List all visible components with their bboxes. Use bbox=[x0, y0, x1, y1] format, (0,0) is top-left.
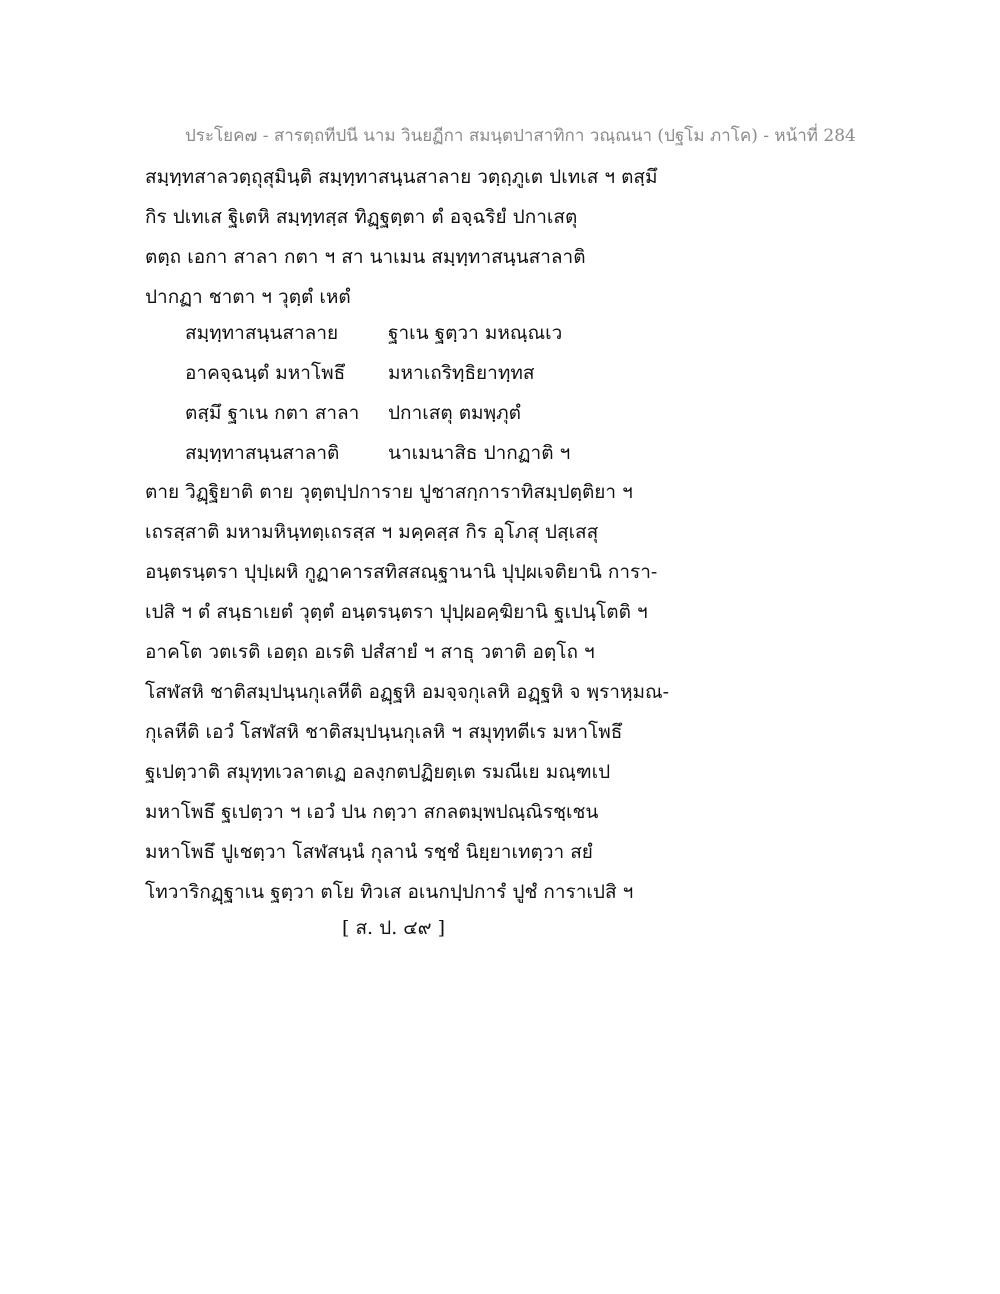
text-line: มหาโพธึ ปูเชตฺวา โสฬสนฺนํ กุลานํ รชฺชํ นิยฺยาเทตฺวา สยํ bbox=[145, 841, 593, 863]
text-line: เถรสฺสาติ มหามหินฺทตฺเถรสฺส ฯ มคฺคสฺส กิร อุโภสุ ปสฺเสสุ bbox=[145, 521, 599, 543]
text-line: ปากฏา ชาตา ฯ วุตฺตํ เหตํ bbox=[145, 286, 351, 308]
verse-half: สมฺทฺทาสนฺนสาลาย bbox=[185, 322, 339, 344]
text-line: ตาย วิฏฺฐิยาติ ตาย วุตฺตปฺปการาย ปูชาสกฺการาทิสมฺปตฺติยา ฯ bbox=[145, 481, 633, 503]
paragraph-1 bbox=[145, 157, 865, 317]
text-line: อนฺตรนฺตรา ปุปฺเผหิ กูฏาคารสทิสสณฺฐานานิ ปุปฺผเจติยานิ การา- bbox=[145, 561, 658, 583]
text-line: ฐเปตฺวาติ สมุทฺทเวลาตเฏ อลงฺกตปฏิยตฺเต รมณีเย มณฺฑเป bbox=[145, 761, 611, 783]
verse-line bbox=[185, 353, 705, 393]
paragraph-2 bbox=[145, 472, 865, 912]
verse-half: สมฺทฺทาสนฺนสาลาติ bbox=[185, 442, 340, 464]
verse-half: นาเมนาสิธ ปากฏาติ ฯ bbox=[388, 442, 571, 464]
text-line: กุเลหีติ เอวํ โสฬสหิ ชาติสมฺปนฺนกุเลหิ ฯ สมุทฺทตีเร มหาโพธึ bbox=[145, 721, 623, 743]
text-line: อาคโต วตเรติ เอตฺถ อเรติ ปสํสายํ ฯ สาธุ วตาติ อตฺโถ ฯ bbox=[145, 641, 595, 663]
text-line: โสฬสหิ ชาติสมฺปนฺนกุเลหีติ อฏฺฐหิ อมจฺจกุเลหิ อฏฺฐหิ จ พฺราหฺมณ- bbox=[145, 681, 670, 703]
verse-line bbox=[185, 313, 705, 353]
text-line: สมฺทฺทสาลวตฺถุสุมินฺติ สมฺทฺทาสนฺนสาลาย วตฺถฺภูเต ปเทเส ฯ ตสฺมึ bbox=[145, 166, 658, 188]
text-line: เปสิ ฯ ตํ สนฺธาเยตํ วุตฺตํ อนฺตรนฺตรา ปุปฺผอคฺฆิยานิ ฐเปนฺโตติ ฯ bbox=[145, 601, 648, 623]
text-line: มหาโพธึ ฐเปตฺวา ฯ เอวํ ปน กตฺวา สกลตมฺพปณฺณิรชฺเชน bbox=[145, 801, 599, 823]
verse-block bbox=[185, 313, 705, 473]
page-reference: [ ส. ป. ๔๙ ] bbox=[342, 917, 446, 939]
verse-half: มหาเถริทฺธิยาทฺทส bbox=[388, 362, 535, 384]
verse-half: ฐาเน ฐตฺวา มหณฺณเว bbox=[388, 322, 563, 344]
verse-line bbox=[185, 393, 705, 433]
page-header: ประโยค๗ - สารตฺถทีปนี นาม วินยฏีกา สมนฺตปาสาทิกา วณฺณนา (ปฐโม ภาโค) - หน้าที่ 284 bbox=[185, 126, 856, 146]
text-line: ตตฺถ เอกา สาลา กตา ฯ สา นาเมน สมฺทฺทาสนฺนสาลาติ bbox=[145, 246, 586, 268]
verse-half: อาคจฺฉนฺตํ มหาโพธึ bbox=[185, 362, 346, 384]
verse-half: ตสฺมึ ฐาเน กตา สาลา bbox=[185, 402, 360, 424]
verse-half: ปกาเสตุ ตมพฺภุตํ bbox=[388, 402, 521, 424]
text-line: กิร ปเทเส ฐิเตหิ สมฺทฺทสฺส ทิฏฺฐตฺตา ตํ อจฺฉริยํ ปกาเสตุ bbox=[145, 206, 578, 228]
verse-line bbox=[185, 433, 705, 473]
text-line: โทวาริกฏฺฐาเน ฐตฺวา ตโย ทิวเส อเนกปฺปการํ ปูชํ การาเปสิ ฯ bbox=[145, 881, 634, 903]
